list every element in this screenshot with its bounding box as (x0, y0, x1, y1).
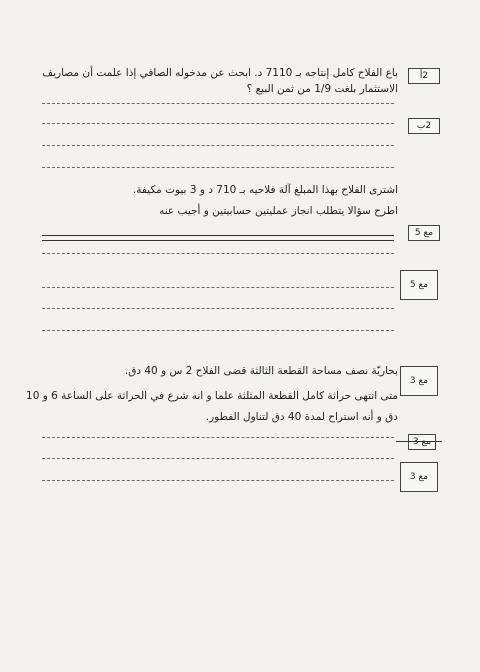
score-box-3a: مع 3 (400, 366, 438, 396)
score-box-3c: مع 3 (400, 462, 438, 492)
exercise-2-line-2: الاستثمار بلغت 1/9 من ثمن البيع ؟ (246, 83, 398, 95)
answer-line (42, 145, 394, 146)
answer-line (42, 330, 394, 331)
answer-line (42, 167, 394, 168)
score-box-2a: 2أ (408, 68, 440, 84)
score-box-5a: مع 5 (408, 225, 440, 241)
exercise-3-line-1: بحاريّة نصف مساحة القطعة الثالثة قضى الفلاح 2 س و 40 دق. (124, 365, 398, 377)
answer-line (42, 123, 394, 124)
answer-line (42, 458, 394, 459)
exercise-5-line-1: اشترى الفلاح بهذا المبلغ آلة فلاحيه بـ 710 د و 3 بيوت مكيفة. (132, 184, 398, 196)
answer-line (42, 240, 394, 241)
score-box-3b: مع 3 (408, 434, 436, 450)
exercise-3-line-2: متى انتهى حراثة كامل القطعة المثلثة علما و انه شرع في الحراثة على الساعة 6 و 10 (26, 390, 398, 402)
answer-line (42, 103, 394, 104)
answer-line (42, 253, 394, 254)
answer-line (42, 308, 394, 309)
score-box-2b: 2ب (408, 118, 440, 134)
exercise-3-line-3: دق و أنه استراح لمدة 40 دق لتناول الفطور. (205, 411, 398, 423)
answer-line (42, 437, 394, 438)
exercise-5-line-2: اطرح سؤالا يتطلب انجاز عمليتين حسابيتين و أجيب عنه (159, 205, 398, 217)
exercise-2-line-1: باع الفلاح كامل إنتاجه بـ 7110 د. ابحث عن مدخوله الصافي إذا علمت أن مصاريف (42, 67, 398, 79)
score-box-5b: مع 5 (400, 270, 438, 300)
answer-line (42, 235, 394, 236)
answer-line (42, 480, 394, 481)
answer-line (42, 287, 394, 288)
pen-stroke (396, 441, 442, 442)
